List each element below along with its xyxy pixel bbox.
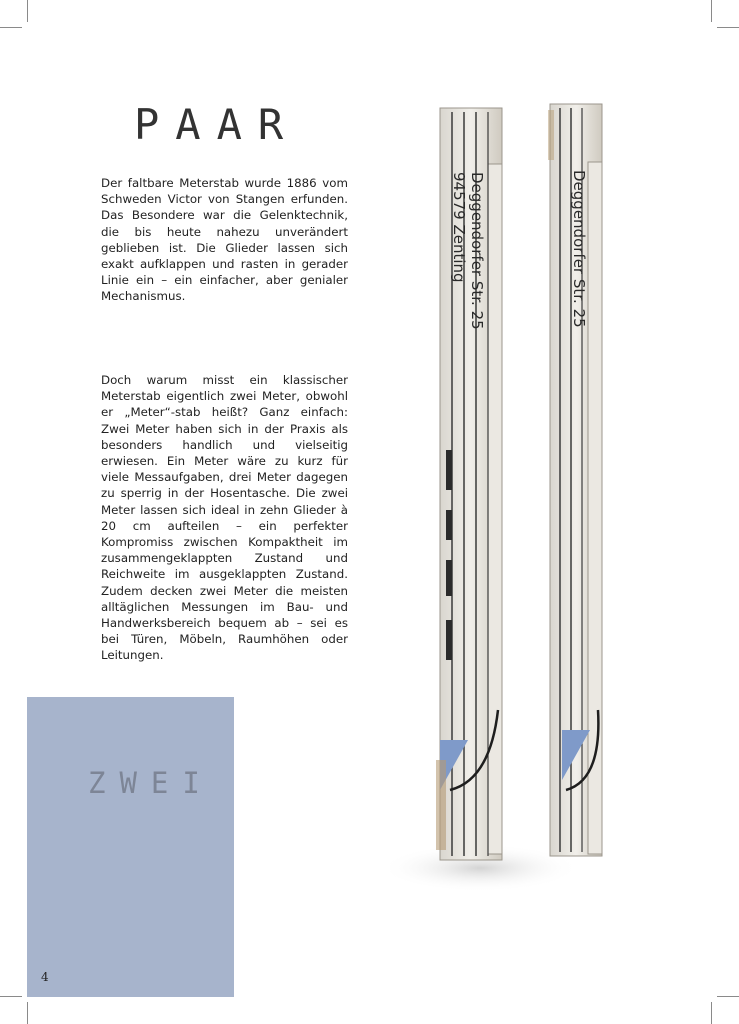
crop-mark-tr-v: [711, 0, 712, 22]
page-title: PAAR: [134, 100, 300, 149]
crop-mark-bl-v: [27, 1002, 28, 1024]
crop-mark-tl-v: [27, 0, 28, 22]
left-ruler-zip: 94579 Zenting: [450, 172, 468, 283]
crop-mark-br-h: [717, 996, 739, 997]
folding-rulers-photo: [390, 90, 630, 910]
crop-mark-bl-h: [0, 996, 22, 997]
right-ruler: [548, 104, 602, 856]
crop-mark-tl-h: [0, 27, 22, 28]
blue-box: [27, 697, 234, 997]
crop-mark-tr-h: [717, 27, 739, 28]
intro-paragraph: Der faltbare Meterstab wurde 1886 vom Schweden Victor von Stangen erfunden. Das Besondere war die Gelenktechnik, die bis heute nahezu unverändert geblieben ist. Die Glieder lassen sich exakt aufklappen und rasten in gerader Linie ein – ein einfacher, aber genialer Mechanismus.: [101, 176, 348, 304]
right-ruler-address: Deggendorfer Str. 25: [570, 170, 588, 328]
page-number: 4: [41, 970, 49, 984]
body-paragraph: Doch warum misst ein klassischer Meterstab eigentlich zwei Meter, obwohl er „Meter“-stab heißt? Ganz einfach: Zwei Meter haben sich in der Praxis als besonders handlich und vielseitig erwiesen. Ein Meter wäre zu kurz für viele Messaufgaben, drei Meter dagegen zu sperrig in der Hosentasche. Die zwei Meter lassen sich ideal in zehn Glieder à 20 cm aufteilen – ein perfekter Kompromiss zwischen Kompaktheit im zusammengeklappten Zustand und Reichweite im ausgeklappten Zustand. Zudem decken zwei Meter die meisten alltäglichen Messungen im Bau- und Handwerksbereich bequem ab – sei es bei Türen, Möbeln, Raumhöhen oder Leitungen.: [101, 373, 348, 663]
left-ruler-address: Deggendorfer Str. 25: [468, 172, 486, 330]
box-word: ZWEI: [88, 766, 214, 800]
left-ruler: [436, 108, 502, 860]
crop-mark-br-v: [711, 1002, 712, 1024]
